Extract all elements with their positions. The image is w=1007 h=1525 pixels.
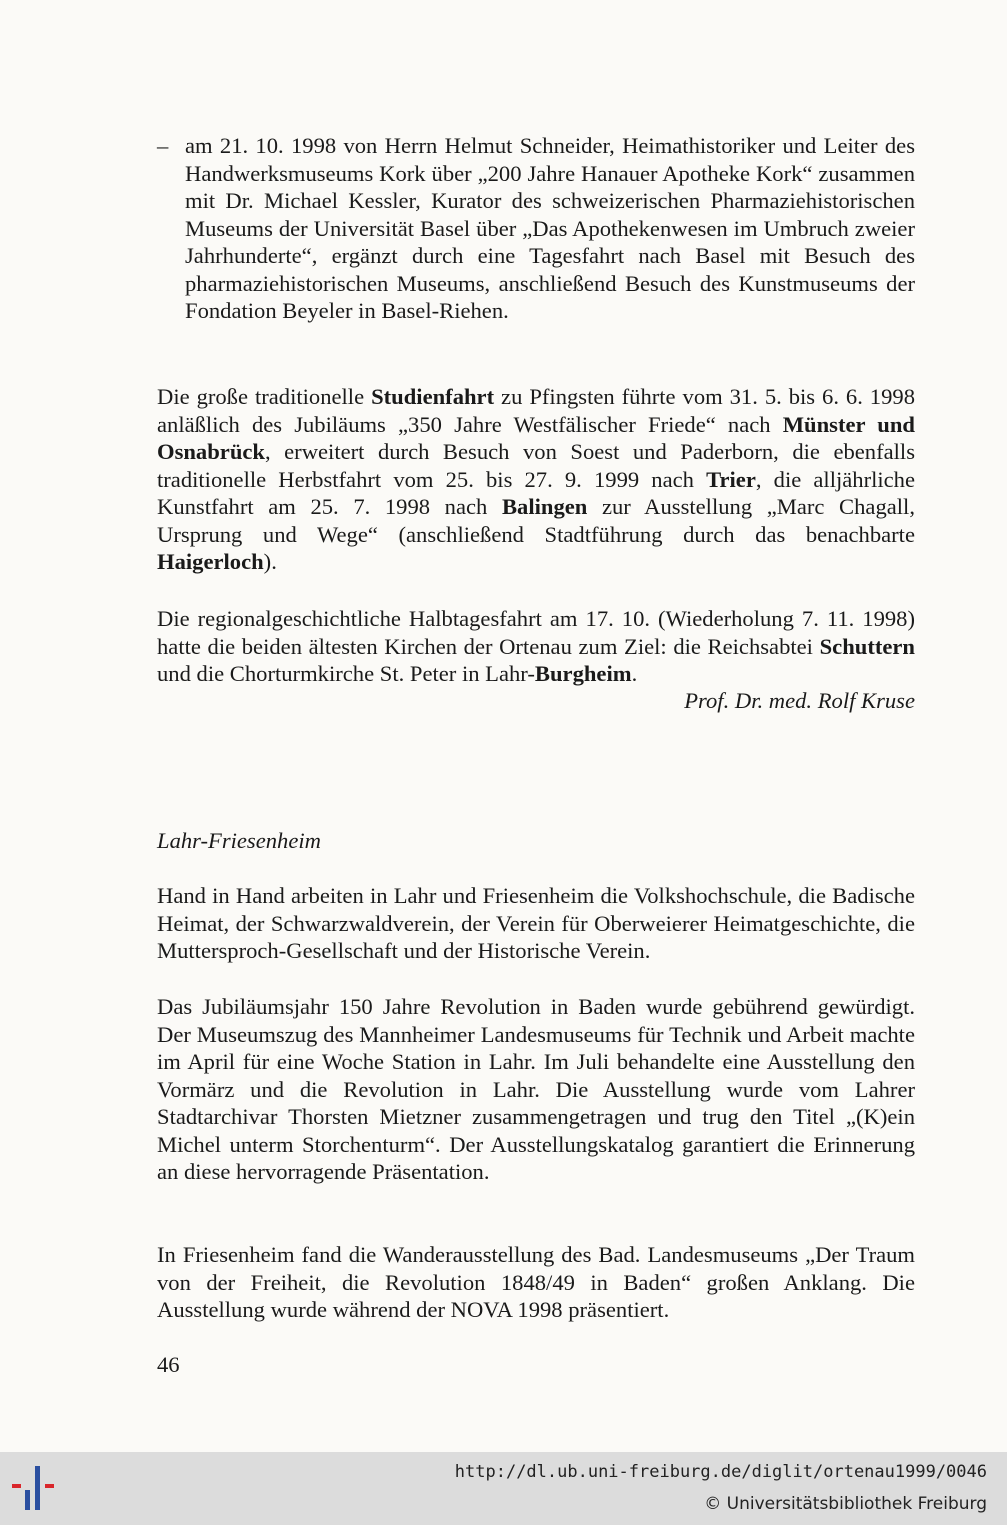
bold-term: Trier (706, 466, 756, 492)
text-span: ). (263, 549, 277, 574)
text-span: , erweitert durch Besuch von Soest und Paderborn, die ebenfalls traditionelle Herbstfahrt vom 25. bis 27. 9. 1999 nach (157, 439, 915, 492)
text-span: und die Chorturmkirche St. Peter in Lahr- (157, 661, 535, 686)
text-span: Die große traditionelle (157, 384, 372, 409)
text-span: . (631, 661, 638, 686)
footer-copyright: © Universitätsbibliothek Freiburg (704, 1494, 987, 1514)
bullet-dash: – (157, 133, 169, 158)
bold-term: Studienfahrt (371, 384, 495, 409)
ub-freiburg-logo-icon (12, 1464, 64, 1514)
bold-term: Burgheim (534, 661, 632, 686)
bullet-text: am 21. 10. 1998 von Herrn Helmut Schneider, Heimathistoriker und Leiter des Handwerksmuseums Kork über „200 Jahre Hanauer Apotheke Kork“ zusammen mit Dr. Michael Kessler, Kurator des schweizerischen Pharmaziehistorischen Museums der Universität Basel über „Das Apothekenwesen im Umbruch zweier Jahrhunderte“, ergänzt durch eine Tagesfahrt nach Basel mit Besuch des pharmaziehistorischen Museums, anschließend Besuch des Kunstmuseums der Fondation Beyeler in Basel-Riehen. (185, 133, 915, 323)
author-signature: Prof. Dr. med. Rolf Kruse (684, 688, 915, 713)
text-span: Die regionalgeschichtliche Halbtagesfahrt am 17. 10. (Wiederholung 7. 11. 1998) hatte die beiden ältesten Kirchen der Ortenau zum Ziel: die Reichsabtei (157, 606, 915, 659)
bullet-item (157, 132, 915, 325)
paragraph-text: Das Jubiläumsjahr 150 Jahre Revolution in Baden wurde gebührend gewürdigt. Der Museumszug des Mannheimer Landesmuseums für Technik und Arbeit machte im April für eine Woche Station in Lahr. Im Juli behandelte eine Ausstellung den Vormärz und die Revolution in Lahr. Die Ausstellung wurde vom Lahrer Stadtarchivar Thorsten Mietzner zusammengetragen und trug den Titel „(K)ein Michel unterm Storchenturm“. Der Ausstellungskatalog garantiert die Erinnerung an diese hervorragende Präsentation. (157, 994, 915, 1184)
page-number: 46 (157, 1352, 180, 1377)
paragraph-wanderausstellung (157, 1241, 915, 1324)
footer-bar (0, 1452, 1007, 1525)
paragraph-vereine (157, 882, 915, 965)
paragraph-jubilaeum (157, 993, 915, 1186)
section-heading: Lahr-Friesenheim (157, 828, 321, 853)
bold-term: Balingen (501, 494, 588, 519)
bold-term: Schuttern (819, 633, 915, 659)
bold-term: Haigerloch (157, 549, 264, 574)
footer-url-link[interactable]: http://dl.ub.uni-freiburg.de/diglit/ortenau1999/0046 (454, 1462, 987, 1482)
text-span: zu Pfingsten führte vom 31. 5. bis 6. 6. 1998 anläßlich des Jubiläums „350 Jahre Westfälischer Friede“ nach (157, 384, 915, 437)
paragraph-text: In Friesenheim fand die Wanderausstellung des Bad. Landesmuseums „Der Traum von der Freiheit, die Revolution 1848/49 in Baden“ großen Anklang. Die Ausstellung wurde während der NOVA 1998 präsentiert. (157, 1242, 915, 1322)
text-span: , die alljährliche Kunstfahrt am 25. 7. 1998 nach (157, 466, 916, 519)
text-span: zur Ausstellung „Marc Chagall, Ursprung und Wege“ (anschließend Stadtführung durch das benachbarte (157, 494, 915, 547)
paragraph-halbtagesfahrt (157, 605, 915, 688)
paragraph-studienfahrt (157, 383, 915, 576)
bold-term: Münster und Osnabrück (157, 411, 915, 464)
paragraph-text: Hand in Hand arbeiten in Lahr und Friesenheim die Volkshochschule, die Badische Heimat, der Schwarzwaldverein, der Verein für Oberweierer Heimatgeschichte, die Muttersproch-Gesellschaft und der Historische Verein. (157, 883, 915, 963)
